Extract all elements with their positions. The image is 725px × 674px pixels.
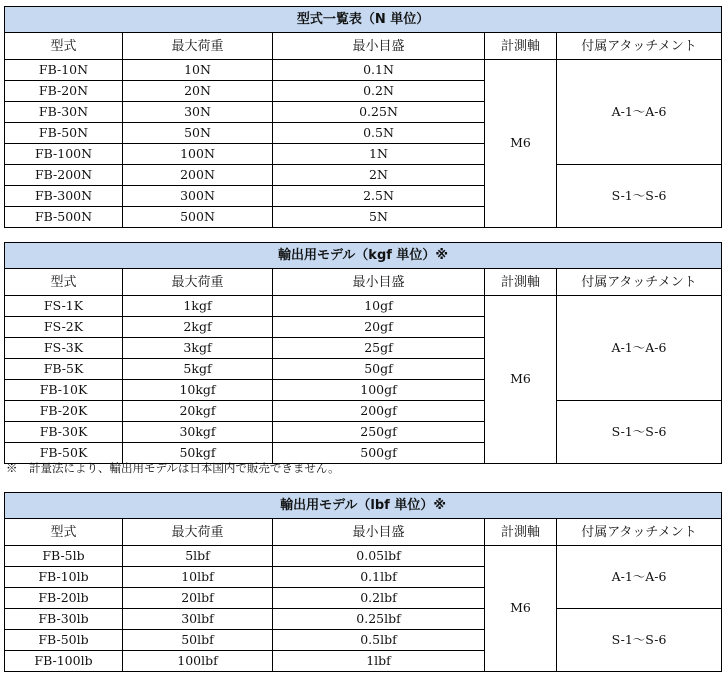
min-scale-cell: 100gf — [273, 380, 485, 401]
max-load-cell: 20lbf — [123, 588, 273, 609]
table-title: 型式一覧表（N 単位） — [5, 7, 722, 33]
min-scale-cell: 0.25N — [273, 102, 485, 123]
model-cell: FS-2K — [5, 317, 123, 338]
column-header-axis: 計測軸 — [485, 519, 557, 546]
model-cell: FS-3K — [5, 338, 123, 359]
max-load-cell: 20N — [123, 81, 273, 102]
model-cell: FB-30lb — [5, 609, 123, 630]
attachment-cell: S-1～S-6 — [557, 401, 722, 464]
min-scale-cell: 2.5N — [273, 186, 485, 207]
column-header-model: 型式 — [5, 33, 123, 60]
table-row — [5, 609, 722, 630]
max-load-cell: 100N — [123, 144, 273, 165]
column-header-min-scale: 最小目盛 — [273, 519, 485, 546]
min-scale-cell: 50gf — [273, 359, 485, 380]
column-header-model: 型式 — [5, 269, 123, 296]
model-cell: FB-20N — [5, 81, 123, 102]
max-load-cell: 5kgf — [123, 359, 273, 380]
table-title: 輸出用モデル（lbf 単位）※ — [5, 493, 722, 519]
axis-cell: M6 — [485, 546, 557, 672]
column-header-attachment: 付属アタッチメント — [557, 519, 722, 546]
model-cell: FB-10lb — [5, 567, 123, 588]
model-cell: FB-10N — [5, 60, 123, 81]
min-scale-cell: 1N — [273, 144, 485, 165]
min-scale-cell: 0.1N — [273, 60, 485, 81]
footnote: ※ 計量法により、輸出用モデルは日本国内で販売できません。 — [6, 461, 340, 475]
column-header-attachment: 付属アタッチメント — [557, 33, 722, 60]
attachment-cell: A-1～A-6 — [557, 296, 722, 401]
min-scale-cell: 5N — [273, 207, 485, 228]
max-load-cell: 50kgf — [123, 443, 273, 464]
attachment-cell: S-1～S-6 — [557, 609, 722, 672]
model-cell: FB-30N — [5, 102, 123, 123]
min-scale-cell: 2N — [273, 165, 485, 186]
max-load-cell: 300N — [123, 186, 273, 207]
table-lbf-units — [4, 492, 722, 672]
column-header-min-scale: 最小目盛 — [273, 269, 485, 296]
attachment-cell: A-1～A-6 — [557, 60, 722, 165]
min-scale-cell: 1lbf — [273, 651, 485, 672]
model-cell: FB-50K — [5, 443, 123, 464]
model-cell: FB-300N — [5, 186, 123, 207]
min-scale-cell: 0.5lbf — [273, 630, 485, 651]
max-load-cell: 50lbf — [123, 630, 273, 651]
column-header-max-load: 最大荷重 — [123, 519, 273, 546]
max-load-cell: 10lbf — [123, 567, 273, 588]
table-row — [5, 401, 722, 422]
max-load-cell: 20kgf — [123, 401, 273, 422]
max-load-cell: 1kgf — [123, 296, 273, 317]
max-load-cell: 30kgf — [123, 422, 273, 443]
max-load-cell: 10kgf — [123, 380, 273, 401]
column-header-axis: 計測軸 — [485, 269, 557, 296]
max-load-cell: 2kgf — [123, 317, 273, 338]
column-header-max-load: 最大荷重 — [123, 269, 273, 296]
min-scale-cell: 20gf — [273, 317, 485, 338]
max-load-cell: 10N — [123, 60, 273, 81]
model-cell: FS-1K — [5, 296, 123, 317]
max-load-cell: 100lbf — [123, 651, 273, 672]
attachment-cell: S-1～S-6 — [557, 165, 722, 228]
column-header-attachment: 付属アタッチメント — [557, 269, 722, 296]
min-scale-cell: 0.25lbf — [273, 609, 485, 630]
min-scale-cell: 0.5N — [273, 123, 485, 144]
max-load-cell: 5lbf — [123, 546, 273, 567]
model-cell: FB-100N — [5, 144, 123, 165]
min-scale-cell: 0.2lbf — [273, 588, 485, 609]
table-row — [5, 60, 722, 81]
model-cell: FB-30K — [5, 422, 123, 443]
min-scale-cell: 10gf — [273, 296, 485, 317]
min-scale-cell: 500gf — [273, 443, 485, 464]
min-scale-cell: 0.05lbf — [273, 546, 485, 567]
axis-cell: M6 — [485, 60, 557, 228]
min-scale-cell: 200gf — [273, 401, 485, 422]
model-cell: FB-5lb — [5, 546, 123, 567]
max-load-cell: 200N — [123, 165, 273, 186]
max-load-cell: 30lbf — [123, 609, 273, 630]
model-cell: FB-50N — [5, 123, 123, 144]
min-scale-cell: 250gf — [273, 422, 485, 443]
table-kgf-units — [4, 242, 722, 464]
table-row — [5, 296, 722, 317]
min-scale-cell: 0.2N — [273, 81, 485, 102]
table-row — [5, 165, 722, 186]
model-cell: FB-50lb — [5, 630, 123, 651]
table-row — [5, 546, 722, 567]
max-load-cell: 50N — [123, 123, 273, 144]
table-n-units — [4, 6, 722, 228]
max-load-cell: 30N — [123, 102, 273, 123]
model-cell: FB-20K — [5, 401, 123, 422]
min-scale-cell: 25gf — [273, 338, 485, 359]
model-cell: FB-200N — [5, 165, 123, 186]
axis-cell: M6 — [485, 296, 557, 464]
model-cell: FB-5K — [5, 359, 123, 380]
table-title: 輸出用モデル（kgf 単位）※ — [5, 243, 722, 269]
column-header-model: 型式 — [5, 519, 123, 546]
attachment-cell: A-1～A-6 — [557, 546, 722, 609]
model-cell: FB-500N — [5, 207, 123, 228]
model-cell: FB-20lb — [5, 588, 123, 609]
max-load-cell: 500N — [123, 207, 273, 228]
column-header-max-load: 最大荷重 — [123, 33, 273, 60]
max-load-cell: 3kgf — [123, 338, 273, 359]
model-cell: FB-10K — [5, 380, 123, 401]
min-scale-cell: 0.1lbf — [273, 567, 485, 588]
column-header-axis: 計測軸 — [485, 33, 557, 60]
model-cell: FB-100lb — [5, 651, 123, 672]
column-header-min-scale: 最小目盛 — [273, 33, 485, 60]
